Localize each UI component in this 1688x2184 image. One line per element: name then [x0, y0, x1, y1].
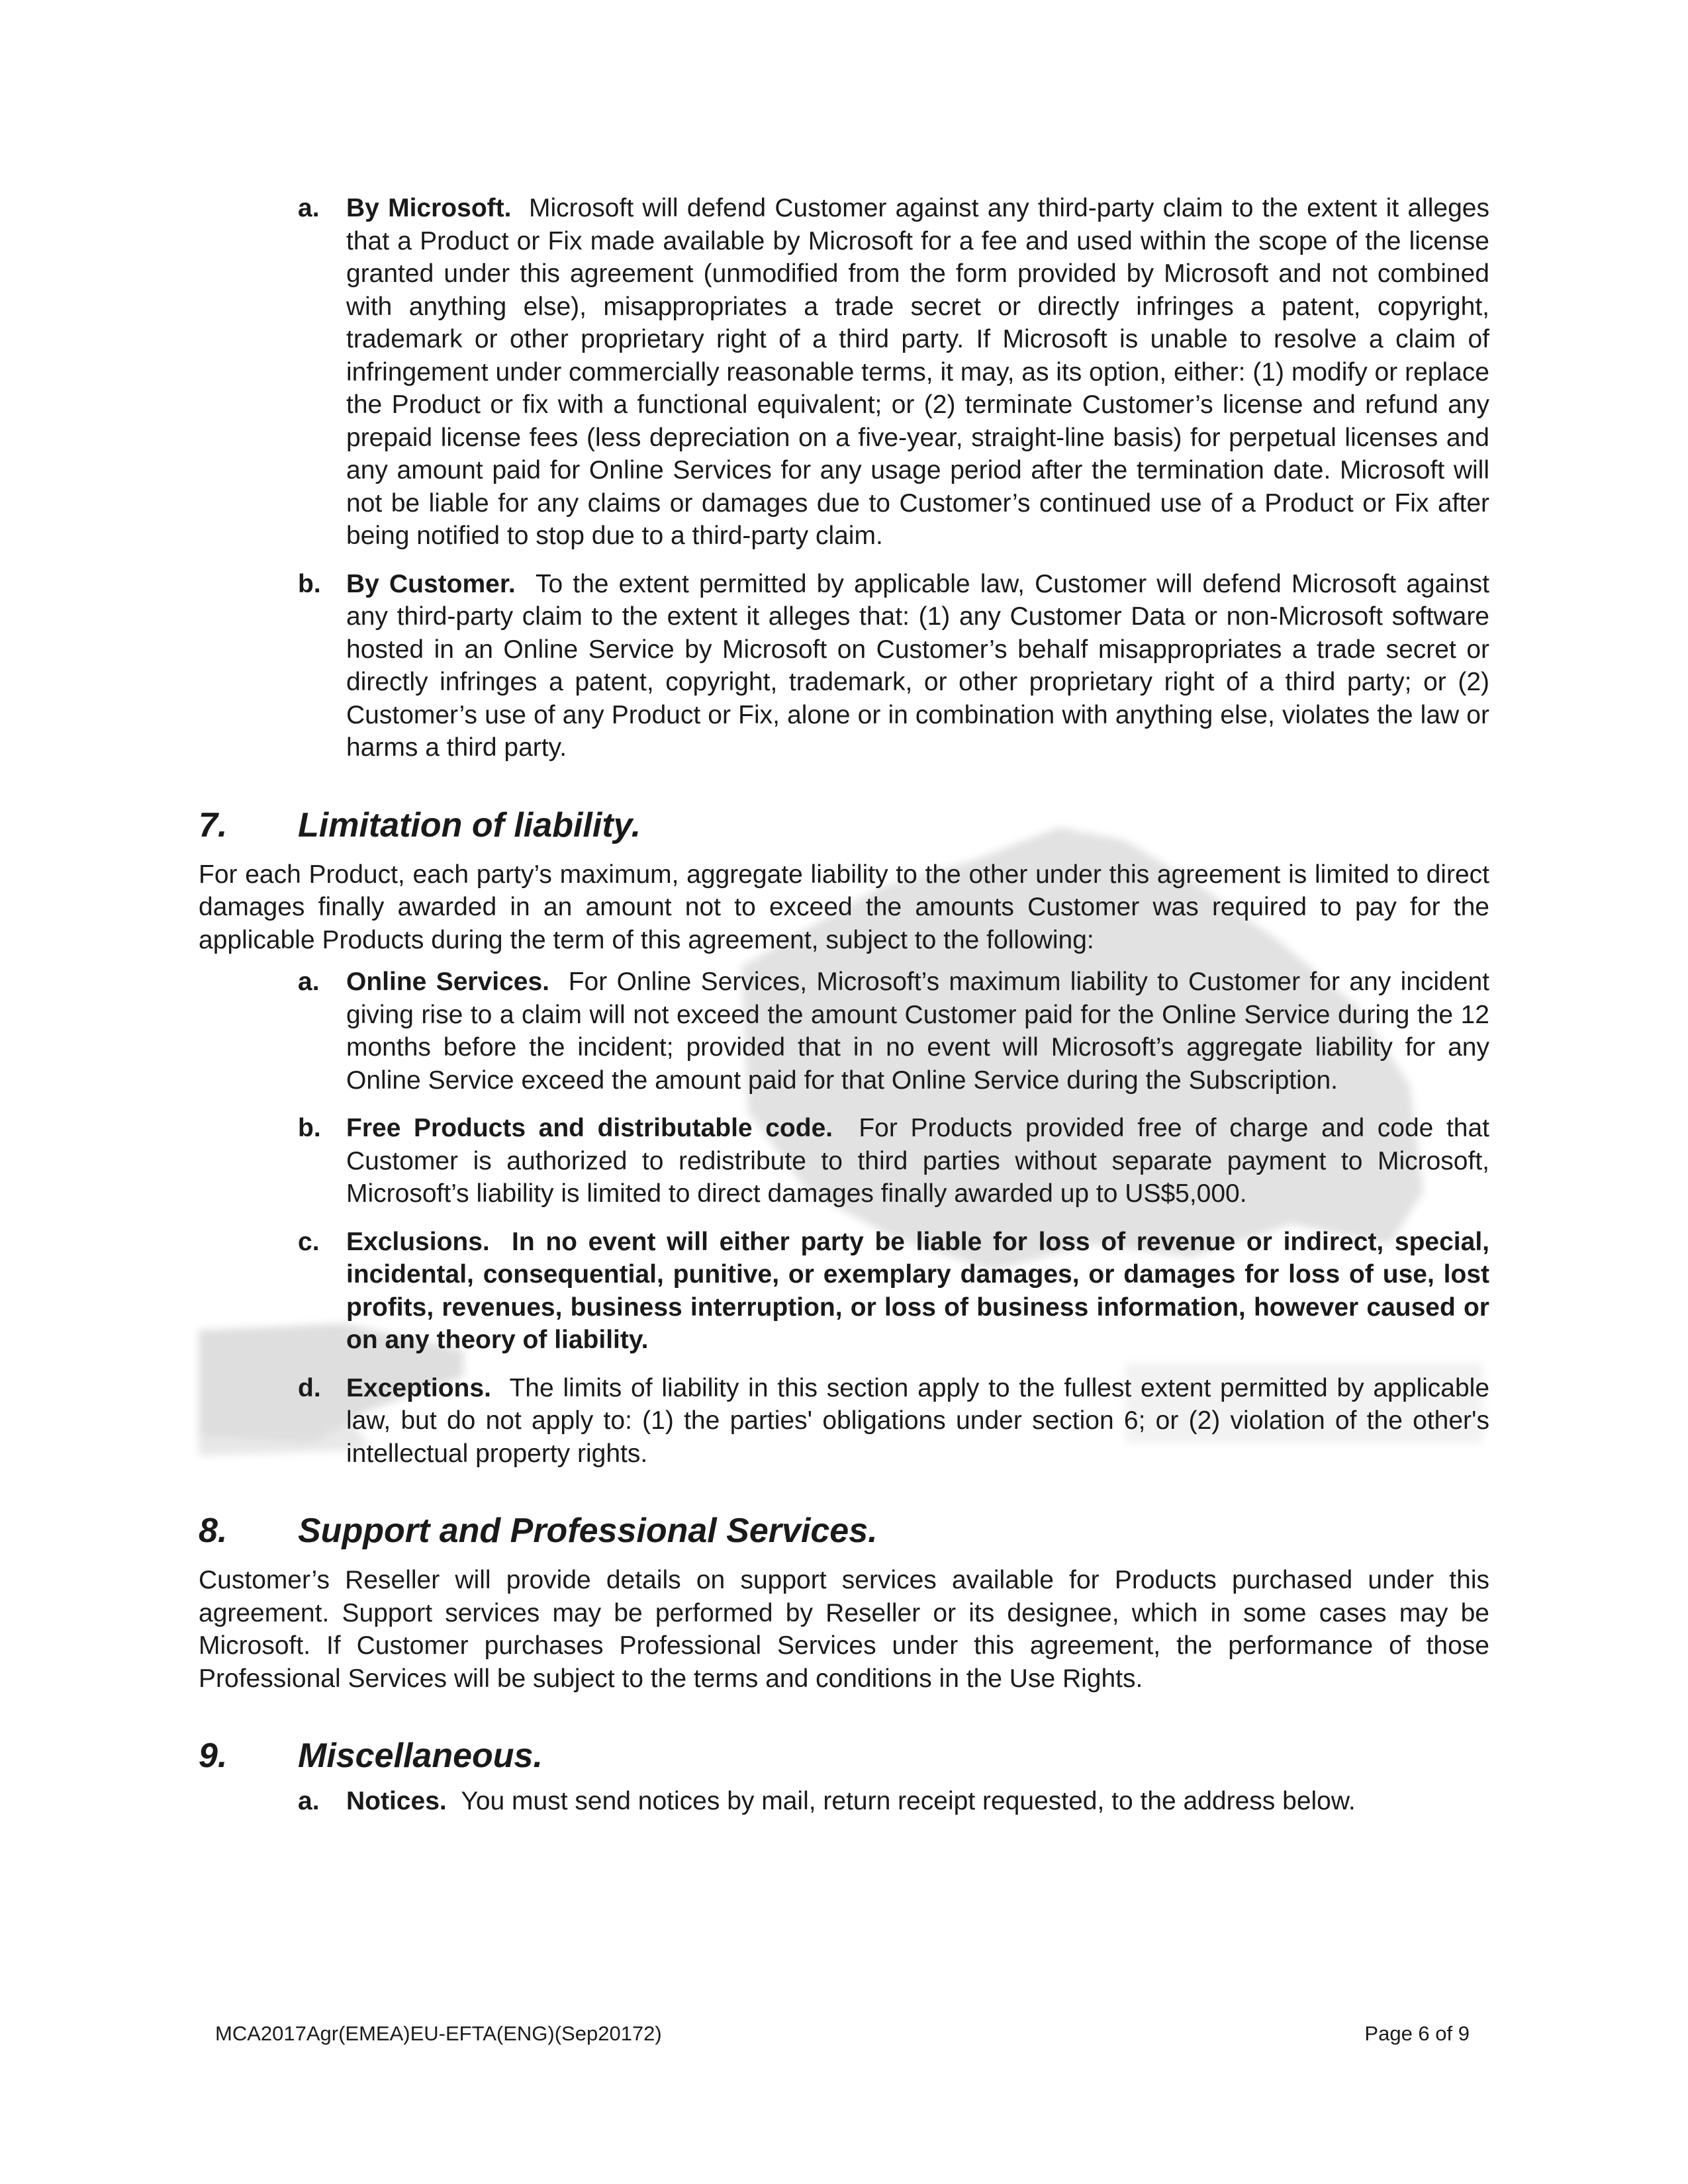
item-lead: Notices. [346, 1787, 447, 1815]
list-item [298, 966, 1489, 1097]
item-text: For Online Services, Microsoft’s maximum liability to Customer for any incident giving rise to a claim will not exceed the amount Customer paid for the Online Service during the 12 months before the incident; provided that in no event will Microsoft’s aggregate liability for any Online Service exceed the amount paid for that Online Service during the Subscription. [346, 968, 1489, 1095]
item-text: Microsoft will defend Customer against any third-party claim to the extent it alleges that a Product or Fix made available by Microsoft for a fee and used within the scope of the license granted under this agreement (unmodified from the form provided by Microsoft and not combined with anything else), misappropriates a trade secret or directly infringes a patent, copyright, trademark or other proprietary right of a third party. If Microsoft is unable to resolve a claim of infringement under commercially reasonable terms, it may, as its option, either: (1) modify or replace the Product or fix with a functional equivalent; or (2) terminate Customer’s license and refund any prepaid license fees (less depreciation on a five-year, straight-line basis) for perpetual licenses and any amount paid for Online Services for any usage period after the termination date. Microsoft will not be liable for any claims or damages due to Customer’s continued use of a Product or Fix after being notified to stop due to a third-party claim. [346, 194, 1489, 550]
item-lead: Online Services. [346, 968, 550, 996]
item-text: For Products provided free of charge and code that Customer is authorized to redistribute to third parties without separate payment to Microsoft, Microsoft’s liability is limited to direct damages finally awarded up to US$5,000. [346, 1114, 1490, 1208]
page-number: Page 6 of 9 [1364, 2022, 1470, 2045]
document-id: MCA2017Agr(EMEA)EU-EFTA(ENG)(Sep20172) [215, 2022, 662, 2045]
section-intro: For each Product, each party’s maximum, aggregate liability to the other under this agreement is limited to direct damages finally awarded in an amount not to exceed the amounts Customer was required to pay for the applicable Products during the term of this agreement, subject to the following: [199, 860, 1489, 954]
list-item [298, 568, 1489, 764]
item-text: You must send notices by mail, return receipt requested, to the address below. [461, 1787, 1356, 1815]
list-marker: b. [298, 1114, 321, 1142]
section-title: Support and Professional Services. [298, 1512, 878, 1550]
list-item [298, 1112, 1489, 1210]
list-item [298, 1226, 1489, 1357]
section-number: 9. [199, 1737, 228, 1775]
section-paragraph: Customer’s Reseller will provide details on support services available for Products purchased under this agreement. Support services may be performed by Reseller or its designee, which in some cases may be Microsoft. If Customer purchases Professional Services under this agreement, the performance of those Professional Services will be subject to the terms and conditions in the Use Rights. [199, 1566, 1489, 1693]
list-marker: a. [298, 968, 320, 996]
section-title: Limitation of liability. [298, 805, 641, 844]
list-item [298, 1372, 1489, 1471]
item-lead: By Microsoft. [346, 194, 512, 222]
section-title: Miscellaneous. [298, 1737, 543, 1775]
list-item [298, 192, 1489, 553]
section-number: 7. [199, 805, 228, 844]
item-text: The limits of liability in this section apply to the fullest extent permitted by applicable law, but do not apply to: (1) the parties' obligations under section 6; or (2) violation of the other's intellectual property rights. [346, 1373, 1490, 1468]
list-marker: d. [298, 1373, 321, 1402]
item-text: In no event will either party be liable for loss of revenue or indirect, special, incidental, consequential, punitive, or exemplary damages, or damages for loss of use, lost profits, revenues, business interruption, or loss of business information, however caused or on any theory of liability. [346, 1227, 1489, 1354]
section-heading [199, 1736, 1489, 1776]
list-marker: a. [298, 194, 320, 222]
item-text: To the extent permitted by applicable law, Customer will defend Microsoft against any third-party claim to the extent it alleges that: (1) any Customer Data or non-Microsoft software hosted in an Online Service by Microsoft on Customer’s behalf misappropriates a trade secret or directly infringes a patent, copyright, trademark, or other proprietary right of a third party; or (2) Customer’s use of any Product or Fix, alone or in combination with anything else, violates the law or harms a third party. [346, 569, 1490, 762]
document-body [199, 192, 1489, 1818]
list-marker: b. [298, 569, 321, 598]
list-item [298, 1785, 1489, 1818]
section-number: 8. [199, 1512, 228, 1550]
list-marker: a. [298, 1787, 320, 1815]
section-heading [199, 805, 1489, 845]
page-footer [215, 2022, 1470, 2046]
item-lead: Free Products and distributable code. [346, 1114, 833, 1142]
item-lead: Exceptions. [346, 1373, 491, 1402]
item-lead: Exclusions. [346, 1227, 490, 1256]
section-heading [199, 1511, 1489, 1551]
list-marker: c. [298, 1227, 320, 1256]
item-lead: By Customer. [346, 569, 516, 598]
